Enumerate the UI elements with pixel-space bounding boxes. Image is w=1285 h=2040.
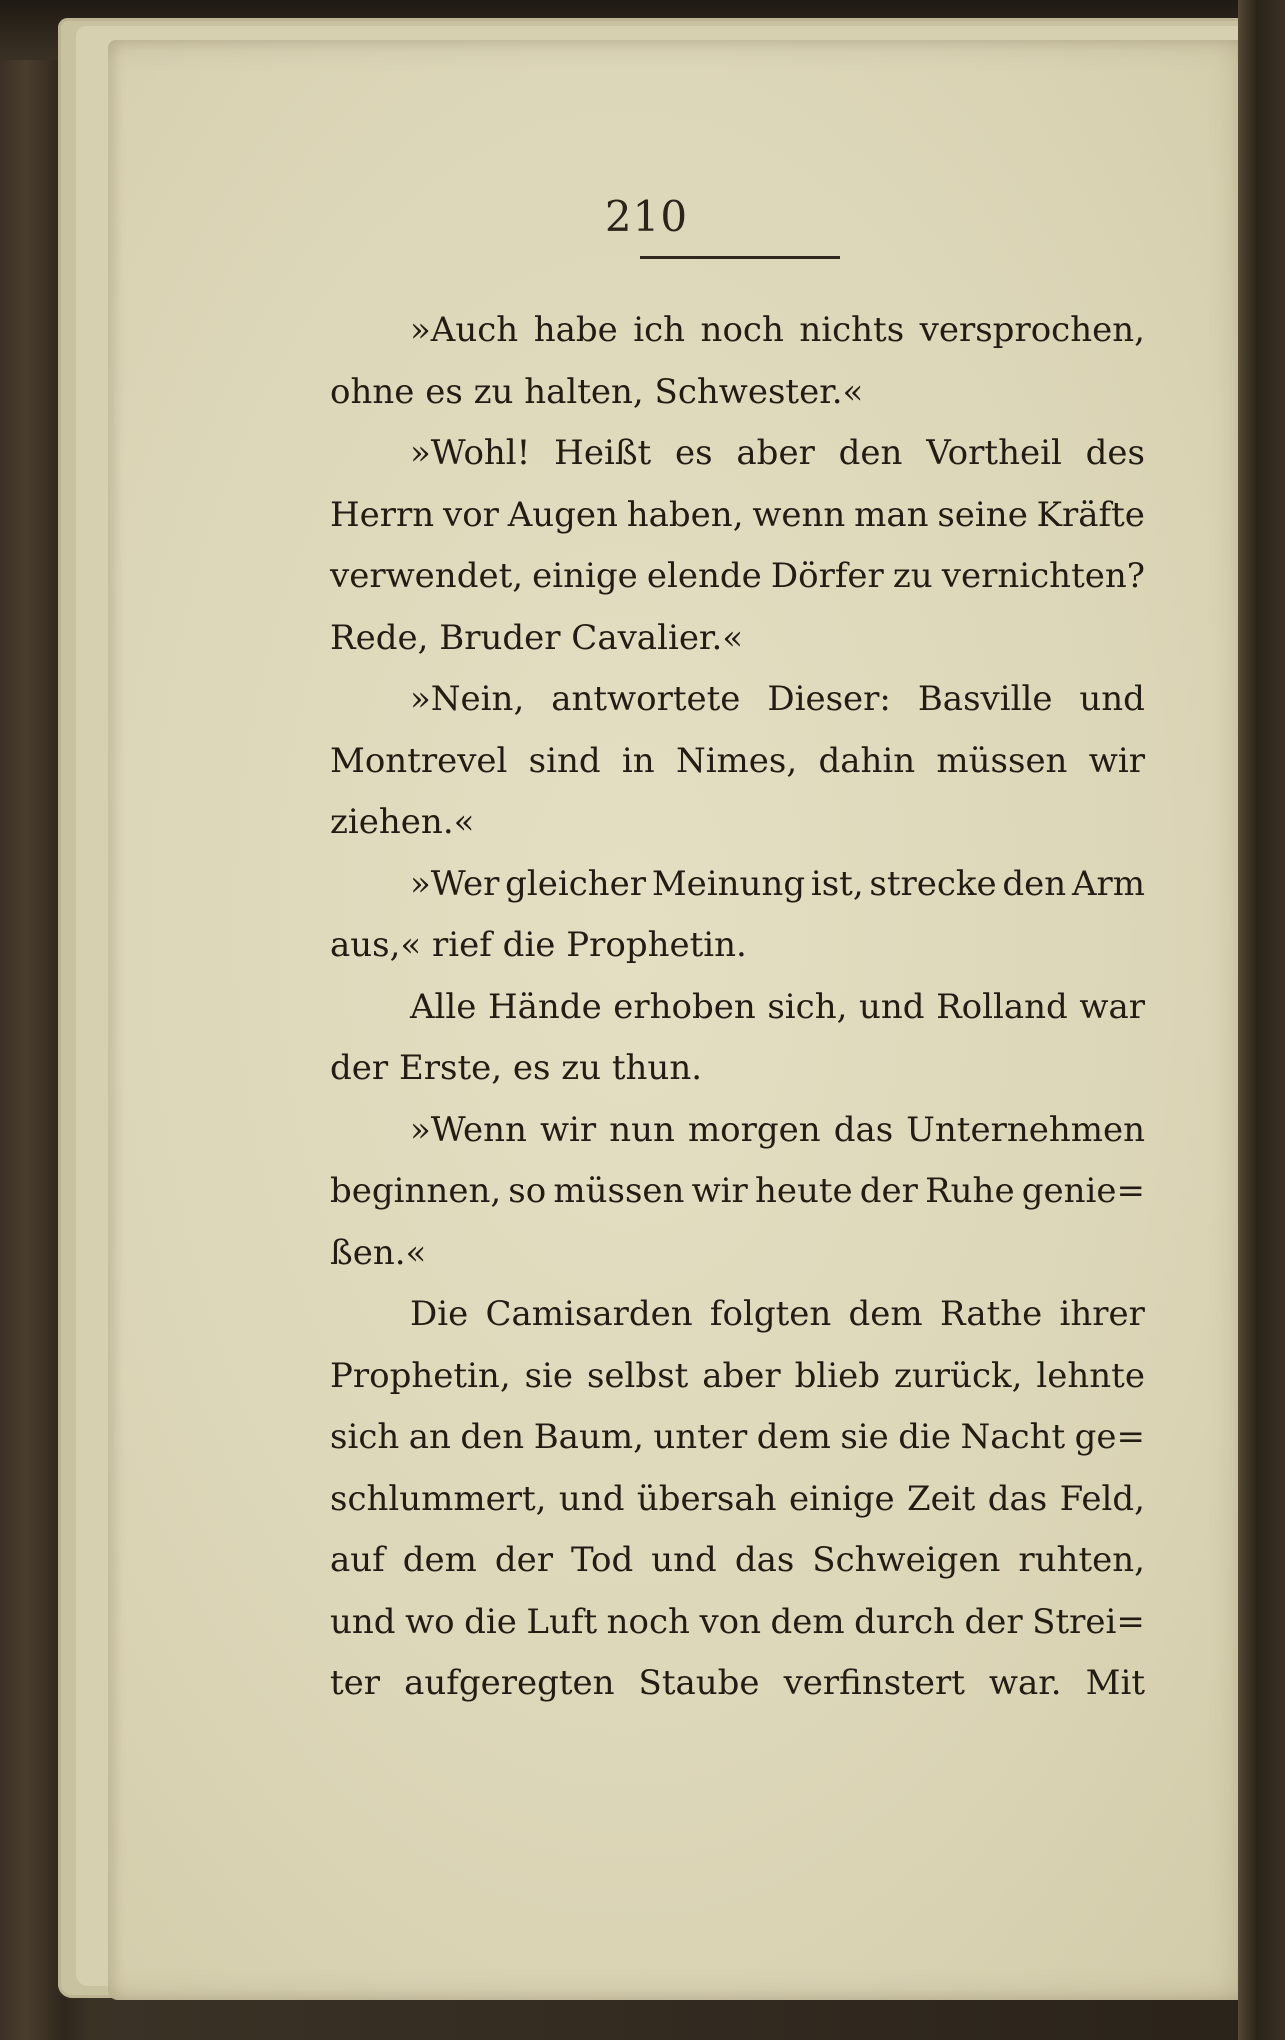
text-line: Die Camisarden folgten dem Rathe ihrer [410,1294,1145,1334]
text-line: beginnen, so müssen wir heute der Ruhe genie= [330,1171,1145,1211]
text-line: sich an den Baum, unter dem sie die Nacht ge= [330,1417,1145,1457]
text-line: der Erste, es zu thun. [330,1048,703,1088]
text-line: ßen.« [330,1232,427,1273]
text-line: verwendet, einige elende Dörfer zu vernichten? [330,556,1145,596]
text-line: »Nein, antwortete Dieser: Basville und [410,679,1145,719]
text-line: Herrn vor Augen haben, wenn man seine Kräfte [330,494,1145,535]
text-line: »Wer gleicher Meinung ist, strecke den Arm [410,863,1145,904]
text-line: Rede, Bruder Cavalier.« [330,617,744,658]
text-line: Montrevel sind in Nimes, dahin müssen wir [330,740,1145,781]
page-number: 210 [604,192,689,241]
text-line: »Wohl! Heißt es aber den Vortheil des [410,433,1145,473]
text-line: ohne es zu halten, Schwester.« [330,371,864,412]
text-line: aus,« rief die Prophetin. [330,925,747,965]
text-line: ziehen.« [330,802,475,842]
text-line: Alle Hände erhoben sich, und Rolland war [410,986,1145,1027]
text-line: »Auch habe ich noch nichts versprochen, [410,310,1145,350]
text-line: »Wenn wir nun morgen das Unternehmen [410,1109,1145,1150]
text-line: und wo die Luft noch von dem durch der Strei= [330,1601,1145,1642]
body-text [330,300,1145,1715]
text-line: ter aufgeregten Staube verfinstert war. Mit [330,1663,1145,1703]
book-spine-edge [1238,0,1285,2040]
text-line: Prophetin, sie selbst aber blieb zurück, lehnte [330,1355,1145,1396]
text-line: schlummert, und übersah einige Zeit das Feld, [330,1478,1145,1519]
header-rule [640,256,840,259]
text-line: auf dem der Tod und das Schweigen ruhten, [330,1540,1145,1580]
